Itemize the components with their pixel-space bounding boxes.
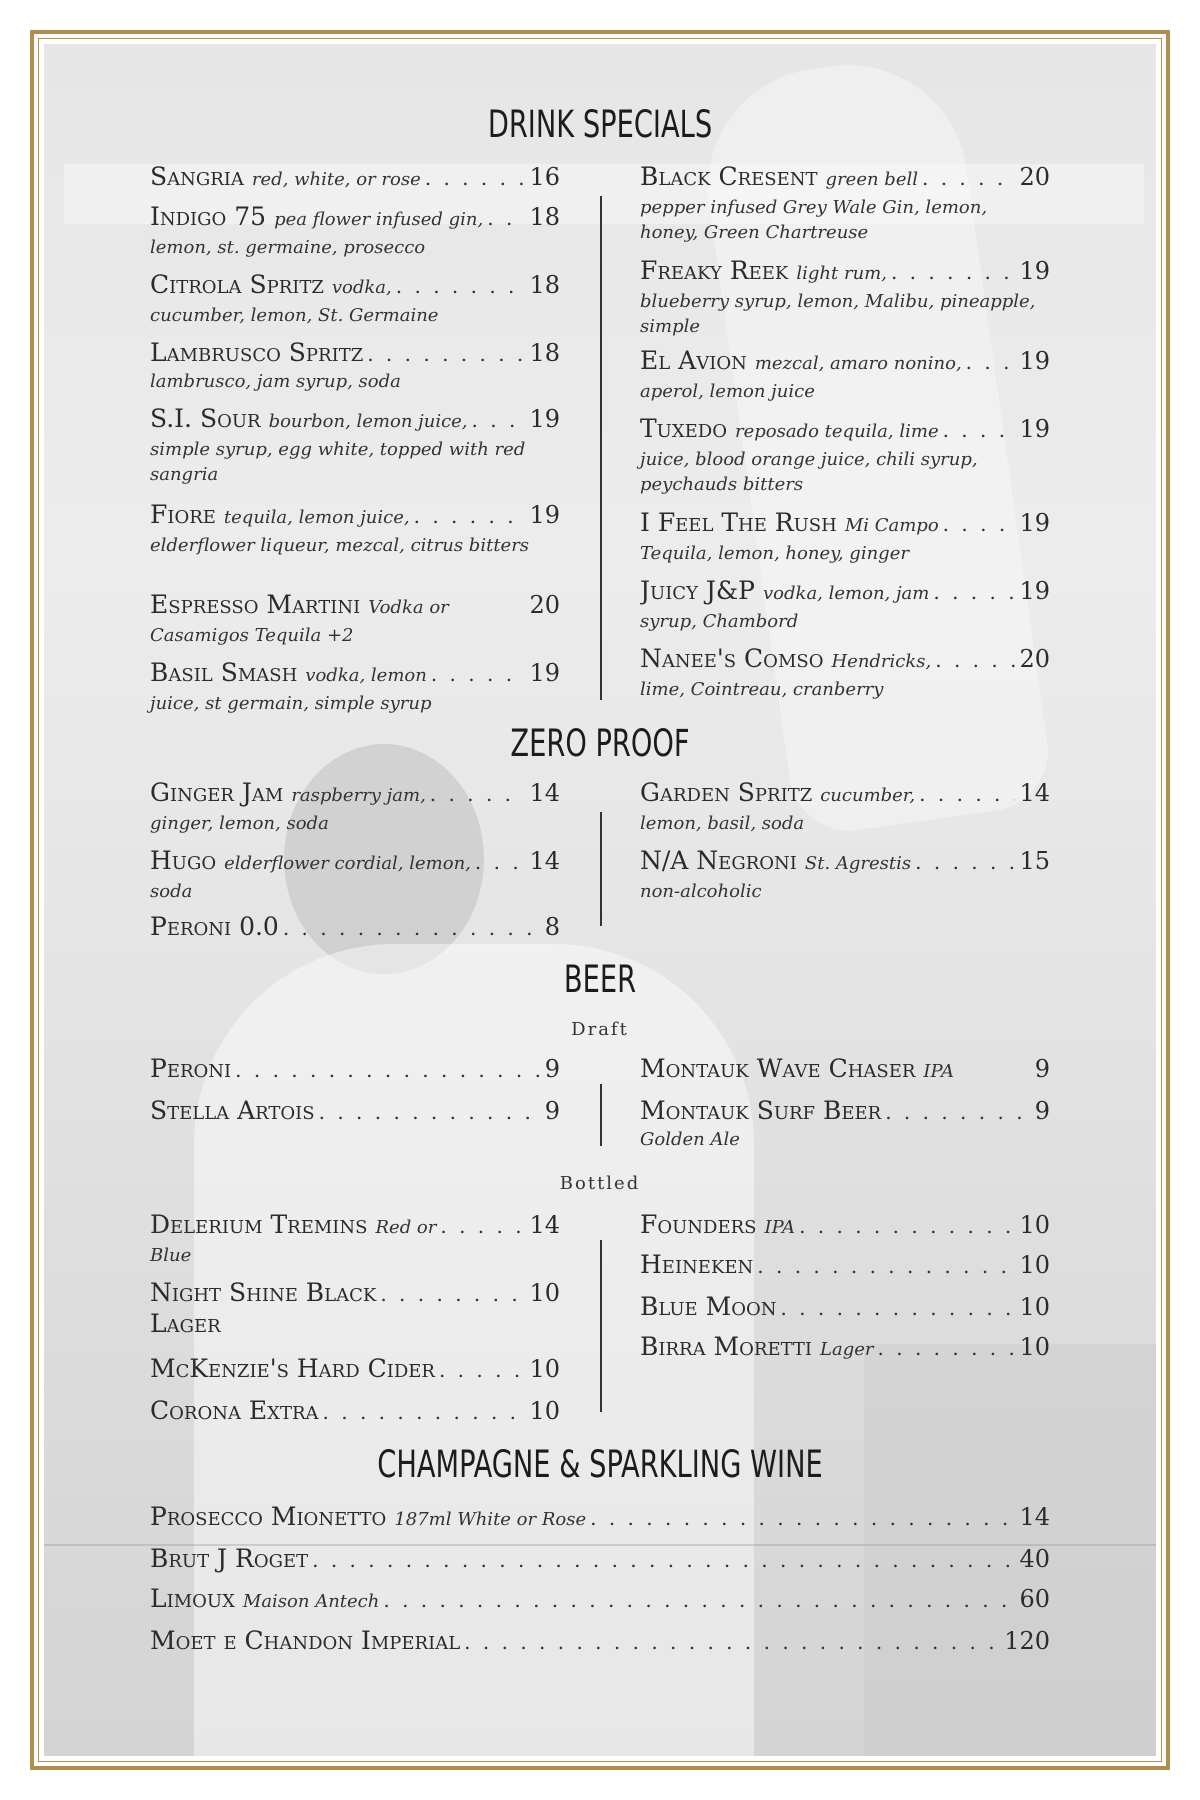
item-price: 10 bbox=[529, 1279, 560, 1307]
item-price: 9 bbox=[544, 1055, 560, 1083]
item-description: pea flower infused gin, bbox=[274, 209, 484, 230]
menu-item bbox=[640, 1250, 1050, 1281]
item-details: juice, st germain, simple syrup bbox=[150, 693, 432, 714]
menu-item-line bbox=[640, 1332, 1050, 1365]
menu-item-line bbox=[150, 590, 560, 623]
item-name: Lambrusco Spritz bbox=[150, 338, 364, 367]
item-name: Prosecco Mionetto bbox=[150, 1502, 387, 1531]
item-name: Basil Smash bbox=[150, 658, 298, 687]
dot-leader bbox=[367, 339, 525, 369]
section-heading-beer: BEER bbox=[563, 958, 637, 1001]
item-details: lemon, basil, soda bbox=[640, 813, 805, 834]
menu-item-line bbox=[150, 1210, 560, 1243]
item-description: raspberry jam, bbox=[291, 785, 426, 806]
dot-leader bbox=[430, 779, 526, 809]
dot-leader bbox=[323, 1397, 526, 1427]
item-name: Juicy J&P bbox=[640, 576, 756, 605]
column-divider bbox=[600, 1240, 602, 1412]
menu-item bbox=[640, 1054, 1050, 1087]
item-name: Peroni bbox=[150, 1054, 232, 1083]
menu-item-line bbox=[150, 846, 560, 879]
menu-item-line bbox=[150, 912, 560, 943]
item-price: 60 bbox=[1019, 1585, 1050, 1613]
item-price: 19 bbox=[1019, 347, 1050, 375]
item-name: Peroni 0.0 bbox=[150, 912, 279, 941]
dot-leader bbox=[283, 913, 541, 943]
menu-item bbox=[150, 1502, 1050, 1535]
menu-item bbox=[640, 576, 1050, 634]
item-details: Lager bbox=[150, 1309, 221, 1338]
menu-item-line bbox=[640, 644, 1050, 677]
menu-item bbox=[640, 162, 1050, 245]
dot-leader bbox=[891, 257, 1015, 287]
menu-item bbox=[150, 1544, 1050, 1575]
item-description: IPA bbox=[923, 1061, 954, 1082]
menu-item-line bbox=[640, 1096, 1050, 1127]
menu-item-line bbox=[150, 1502, 1050, 1535]
item-name: El Avion bbox=[640, 346, 747, 375]
item-details: non-alcoholic bbox=[640, 881, 762, 902]
item-name: Freaky Reek bbox=[640, 256, 789, 285]
menu-item-line bbox=[640, 162, 1050, 195]
menu-item bbox=[150, 162, 560, 195]
item-name: S.I. Sour bbox=[150, 404, 261, 433]
dot-leader bbox=[464, 1627, 1000, 1657]
menu-item bbox=[640, 644, 1050, 702]
item-name: Tuxedo bbox=[640, 414, 727, 443]
item-price: 10 bbox=[1019, 1333, 1050, 1361]
item-name: Blue Moon bbox=[640, 1292, 777, 1321]
menu-item bbox=[150, 590, 560, 648]
subheading-draft: Draft bbox=[571, 1019, 629, 1040]
menu-item-line bbox=[640, 414, 1050, 447]
item-description: Maison Antech bbox=[242, 1591, 380, 1612]
menu-item bbox=[640, 846, 1050, 904]
dot-leader bbox=[414, 501, 526, 531]
menu-item-line bbox=[640, 1054, 1050, 1087]
menu-item bbox=[640, 346, 1050, 404]
item-price: 10 bbox=[1019, 1211, 1050, 1239]
item-name: Limoux bbox=[150, 1584, 235, 1613]
item-details: elderflower liqueur, mezcal, citrus bitters bbox=[150, 535, 530, 556]
item-details: lambrusco, jam syrup, soda bbox=[150, 371, 401, 392]
item-name: Stella Artois bbox=[150, 1096, 315, 1125]
menu-item bbox=[150, 1584, 1050, 1617]
menu-item bbox=[150, 1354, 560, 1385]
dot-leader bbox=[383, 1585, 1015, 1615]
item-price: 15 bbox=[1019, 847, 1050, 875]
dot-leader bbox=[933, 577, 1015, 607]
item-price: 20 bbox=[1019, 645, 1050, 673]
subheading-bottled: Bottled bbox=[559, 1173, 641, 1194]
dot-leader bbox=[439, 1355, 526, 1385]
item-name: Night Shine Black bbox=[150, 1278, 377, 1307]
item-name: Moet e Chandon Imperial bbox=[150, 1626, 461, 1655]
item-description: red, white, or rose bbox=[251, 169, 421, 190]
dot-leader bbox=[780, 1293, 1015, 1323]
item-name: Hugo bbox=[150, 846, 217, 875]
item-description: Hendricks, bbox=[831, 651, 932, 672]
menu-item bbox=[150, 1278, 560, 1339]
menu-item-line bbox=[640, 1210, 1050, 1243]
menu-item bbox=[150, 1096, 560, 1127]
menu-item-line bbox=[150, 778, 560, 811]
menu-item bbox=[150, 202, 560, 260]
item-name: Fiore bbox=[150, 500, 216, 529]
item-price: 9 bbox=[1034, 1097, 1050, 1125]
item-price: 19 bbox=[529, 405, 560, 433]
menu-item bbox=[640, 1332, 1050, 1365]
menu-item bbox=[150, 500, 560, 558]
menu-item bbox=[150, 1054, 560, 1085]
item-price: 18 bbox=[529, 339, 560, 367]
item-name: Corona Extra bbox=[150, 1396, 319, 1425]
menu-item-line bbox=[150, 202, 560, 235]
menu-item-line bbox=[150, 1626, 1050, 1657]
item-details: cucumber, lemon, St. Germaine bbox=[150, 305, 439, 326]
menu-item-line bbox=[150, 1096, 560, 1127]
item-description: tequila, lemon juice, bbox=[223, 507, 410, 528]
dot-leader bbox=[943, 509, 1016, 539]
item-name: Delerium Tremins bbox=[150, 1210, 368, 1239]
dot-leader bbox=[799, 1211, 1015, 1241]
item-details: ginger, lemon, soda bbox=[150, 813, 329, 834]
menu-item-line bbox=[640, 576, 1050, 609]
menu-item bbox=[150, 1396, 560, 1427]
dot-leader bbox=[475, 847, 526, 877]
item-price: 10 bbox=[529, 1355, 560, 1383]
dot-leader bbox=[757, 1251, 1015, 1281]
menu-item bbox=[640, 256, 1050, 339]
dot-leader bbox=[312, 1545, 1015, 1575]
menu-item-line bbox=[640, 1292, 1050, 1323]
item-name: Founders bbox=[640, 1210, 757, 1239]
menu-item-line bbox=[150, 162, 560, 195]
item-name: Montauk Wave Chaser bbox=[640, 1054, 916, 1083]
item-details: pepper infused Grey Wale Gin, lemon, honey, Green Chartreuse bbox=[640, 197, 988, 243]
item-name: McKenzie's Hard Cider bbox=[150, 1354, 435, 1383]
item-name: N/A Negroni bbox=[640, 846, 797, 875]
item-name: Nanee's Comso bbox=[640, 644, 824, 673]
dot-leader bbox=[922, 163, 1015, 193]
item-description: Vodka or bbox=[368, 597, 449, 618]
menu-item bbox=[150, 338, 560, 394]
item-description: 187ml White or Rose bbox=[394, 1509, 587, 1530]
menu-item bbox=[640, 1292, 1050, 1323]
item-name: Espresso Martini bbox=[150, 590, 361, 619]
menu-item-line bbox=[640, 256, 1050, 289]
item-description: Mi Campo bbox=[844, 515, 939, 536]
section-heading-zero-proof: ZERO PROOF bbox=[510, 722, 690, 765]
dot-leader bbox=[885, 1097, 1031, 1127]
item-price: 16 bbox=[529, 163, 560, 191]
item-price: 18 bbox=[529, 203, 560, 231]
menu-item-line bbox=[150, 1396, 560, 1427]
menu-item bbox=[150, 1210, 560, 1268]
column-divider bbox=[600, 196, 602, 700]
dot-leader bbox=[943, 415, 1016, 445]
item-name: Ginger Jam bbox=[150, 778, 284, 807]
item-details: Tequila, lemon, honey, ginger bbox=[640, 543, 909, 564]
dot-leader bbox=[590, 1503, 1015, 1533]
item-price: 14 bbox=[529, 1211, 560, 1239]
item-price: 10 bbox=[1019, 1251, 1050, 1279]
item-name: Brut J Roget bbox=[150, 1544, 309, 1573]
menu-item bbox=[150, 1626, 1050, 1657]
menu-item-line bbox=[640, 346, 1050, 379]
item-price: 19 bbox=[1019, 415, 1050, 443]
item-price: 9 bbox=[1034, 1055, 1050, 1083]
dot-leader bbox=[396, 271, 526, 301]
menu-item bbox=[640, 414, 1050, 497]
dot-leader bbox=[878, 1333, 1016, 1363]
item-price: 10 bbox=[529, 1397, 560, 1425]
item-name: Garden Spritz bbox=[640, 778, 813, 807]
menu-item-line bbox=[150, 500, 560, 533]
menu-item bbox=[640, 1096, 1050, 1152]
item-description: reposado tequila, lime bbox=[735, 421, 939, 442]
menu-item bbox=[150, 658, 560, 716]
item-details: simple syrup, egg white, topped with red sangria bbox=[150, 439, 526, 485]
item-description: cucumber, bbox=[820, 785, 916, 806]
item-price: 9 bbox=[544, 1097, 560, 1125]
dot-leader bbox=[319, 1097, 541, 1127]
item-price: 19 bbox=[529, 501, 560, 529]
item-name: Citrola Spritz bbox=[150, 270, 324, 299]
item-details: juice, blood orange juice, chili syrup, peychauds bitters bbox=[640, 449, 978, 495]
dot-leader bbox=[966, 347, 1016, 377]
menu-item bbox=[640, 508, 1050, 566]
item-details: Blue bbox=[150, 1245, 192, 1266]
menu-item-line bbox=[640, 1250, 1050, 1281]
item-name: Heineken bbox=[640, 1250, 754, 1279]
menu-item-line bbox=[150, 1584, 1050, 1617]
item-name: Indigo 75 bbox=[150, 202, 267, 231]
item-price: 18 bbox=[529, 271, 560, 299]
item-price: 14 bbox=[1019, 1503, 1050, 1531]
section-heading-drink-specials: DRINK SPECIALS bbox=[487, 103, 713, 146]
menu-item bbox=[640, 778, 1050, 836]
item-details: aperol, lemon juice bbox=[640, 381, 815, 402]
item-name: Sangria bbox=[150, 162, 244, 191]
item-name: I Feel The Rush bbox=[640, 508, 837, 537]
item-name: Black Cresent bbox=[640, 162, 818, 191]
item-details: lime, Cointreau, cranberry bbox=[640, 679, 884, 700]
menu-item-line bbox=[150, 1278, 560, 1309]
item-price: 19 bbox=[1019, 509, 1050, 537]
item-price: 20 bbox=[1019, 163, 1050, 191]
item-price: 120 bbox=[1004, 1627, 1050, 1655]
menu-item-line bbox=[150, 1544, 1050, 1575]
item-description: green bell bbox=[825, 169, 918, 190]
item-price: 14 bbox=[529, 779, 560, 807]
dot-leader bbox=[431, 659, 526, 689]
item-description: Red or bbox=[375, 1217, 437, 1238]
menu-item bbox=[150, 270, 560, 328]
dot-leader bbox=[440, 1211, 525, 1241]
item-price: 20 bbox=[529, 591, 560, 619]
item-details: Golden Ale bbox=[640, 1129, 740, 1150]
dot-leader bbox=[487, 203, 525, 233]
menu-item-line bbox=[640, 846, 1050, 879]
column-divider bbox=[600, 812, 602, 926]
item-details: Casamigos Tequila +2 bbox=[150, 625, 354, 646]
menu-item-line bbox=[150, 658, 560, 691]
item-details: lemon, st. germaine, prosecco bbox=[150, 237, 426, 258]
menu-item-line bbox=[640, 508, 1050, 541]
dot-leader bbox=[235, 1055, 541, 1085]
dot-leader bbox=[919, 779, 1015, 809]
dot-leader bbox=[915, 847, 1015, 877]
dot-leader bbox=[425, 163, 526, 193]
item-description: mezcal, amaro nonino, bbox=[754, 353, 962, 374]
item-price: 19 bbox=[1019, 577, 1050, 605]
item-name: Birra Moretti bbox=[640, 1332, 813, 1361]
dot-leader bbox=[380, 1279, 525, 1309]
item-price: 14 bbox=[529, 847, 560, 875]
item-name: Montauk Surf Beer bbox=[640, 1096, 882, 1125]
menu-item-line bbox=[150, 270, 560, 303]
dot-leader bbox=[935, 645, 1015, 675]
item-price: 10 bbox=[1019, 1293, 1050, 1321]
item-description: elderflower cordial, lemon, bbox=[224, 853, 471, 874]
dot-leader bbox=[472, 405, 526, 435]
item-price: 19 bbox=[529, 659, 560, 687]
menu-item-line bbox=[150, 1054, 560, 1085]
item-description: Lager bbox=[820, 1339, 874, 1360]
menu-item-line bbox=[150, 1354, 560, 1385]
item-price: 8 bbox=[544, 913, 560, 941]
item-details: blueberry syrup, lemon, Malibu, pineapple, simple bbox=[640, 291, 1036, 337]
menu-item-line bbox=[640, 778, 1050, 811]
item-description: vodka, lemon bbox=[305, 665, 427, 686]
section-heading-champagne: CHAMPAGNE & SPARKLING WINE bbox=[377, 1443, 823, 1486]
item-price: 14 bbox=[1019, 779, 1050, 807]
item-description: vodka, lemon, jam bbox=[763, 583, 930, 604]
item-details: soda bbox=[150, 881, 193, 902]
item-details: syrup, Chambord bbox=[640, 611, 799, 632]
item-description: light rum, bbox=[796, 263, 887, 284]
item-price: 40 bbox=[1019, 1545, 1050, 1573]
menu-item bbox=[150, 404, 560, 487]
menu-item-line bbox=[150, 404, 560, 437]
menu-item bbox=[150, 912, 560, 943]
item-description: vodka, bbox=[331, 277, 392, 298]
menu-item bbox=[150, 778, 560, 836]
item-description: bourbon, lemon juice, bbox=[268, 411, 468, 432]
menu-item bbox=[150, 846, 560, 904]
item-description: St. Agrestis bbox=[804, 853, 912, 874]
item-description: IPA bbox=[764, 1217, 796, 1238]
menu-item-line bbox=[150, 338, 560, 369]
item-price: 19 bbox=[1019, 257, 1050, 285]
column-divider bbox=[600, 1084, 602, 1146]
menu-item bbox=[640, 1210, 1050, 1243]
